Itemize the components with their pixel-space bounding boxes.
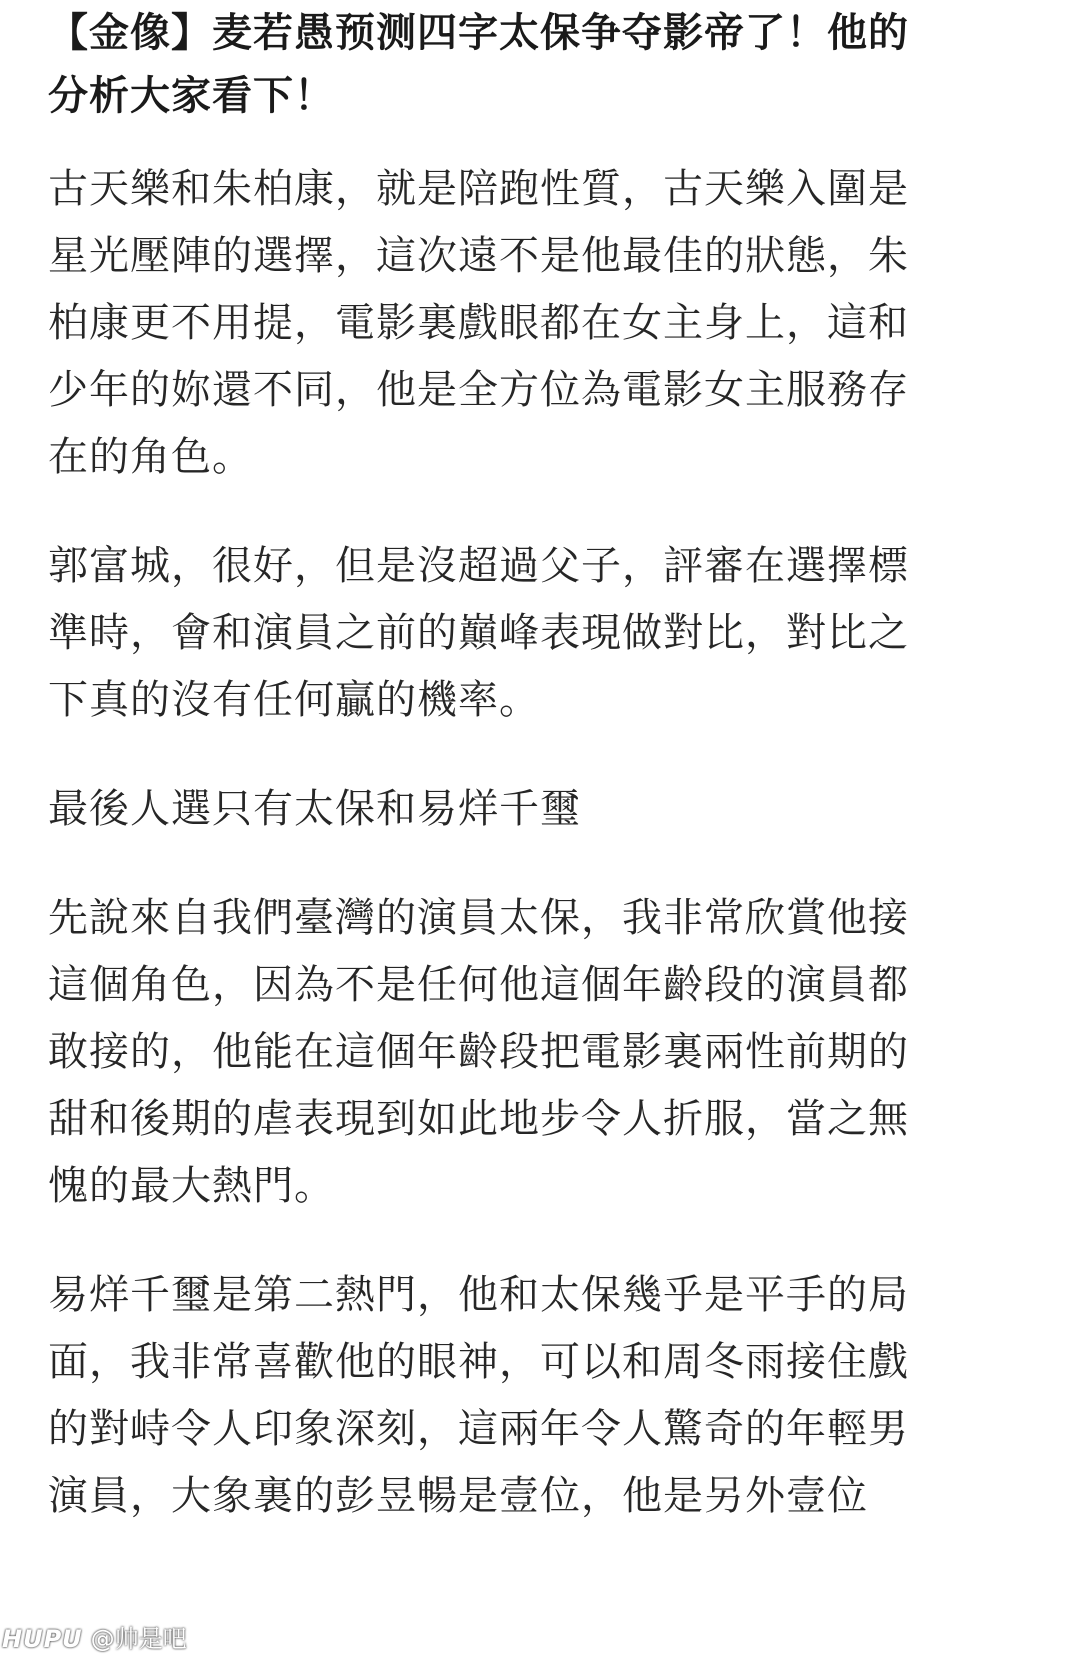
paragraph-3: 最後人選只有太保和易烊千璽 <box>48 786 581 832</box>
watermark-handle: @帅是吧 <box>90 1625 187 1653</box>
paragraph-2: 郭富城，很好，但是沒超過父子，評審在選擇標準時，會和演員之前的巔峰表現做對比，對比之下真的沒有任何贏的機率。 <box>48 543 909 723</box>
article-title: 【金像】麦若愚预测四字太保争夺影帝了！他的分析大家看下！ <box>48 10 909 119</box>
paragraph-4: 先說來自我們臺灣的演員太保，我非常欣賞他接這個角色，因為不是任何他這個年齡段的演員都敢接的，他能在這個年齡段把電影裏兩性前期的甜和後期的虐表現到如此地步令人折服，當之無愧的最大熱門。 <box>48 895 909 1209</box>
watermark-brand: HUPU <box>2 1625 83 1653</box>
watermark <box>2 1619 187 1654</box>
paragraph-5: 易烊千璽是第二熱門，他和太保幾乎是平手的局面，我非常喜歡他的眼神，可以和周冬雨接住戲的對峙令人印象深刻，這兩年令人驚奇的年輕男演員，大象裏的彭昱暢是壹位，他是另外壹位 <box>48 1272 909 1519</box>
article-body <box>48 0 948 1530</box>
paragraph-1: 古天樂和朱柏康，就是陪跑性質，古天樂入圍是星光壓陣的選擇，這次遠不是他最佳的狀態，朱柏康更不用提，電影裏戲眼都在女主身上，這和少年的妳還不同，他是全方位為電影女主服務存在的角色。 <box>48 166 909 480</box>
